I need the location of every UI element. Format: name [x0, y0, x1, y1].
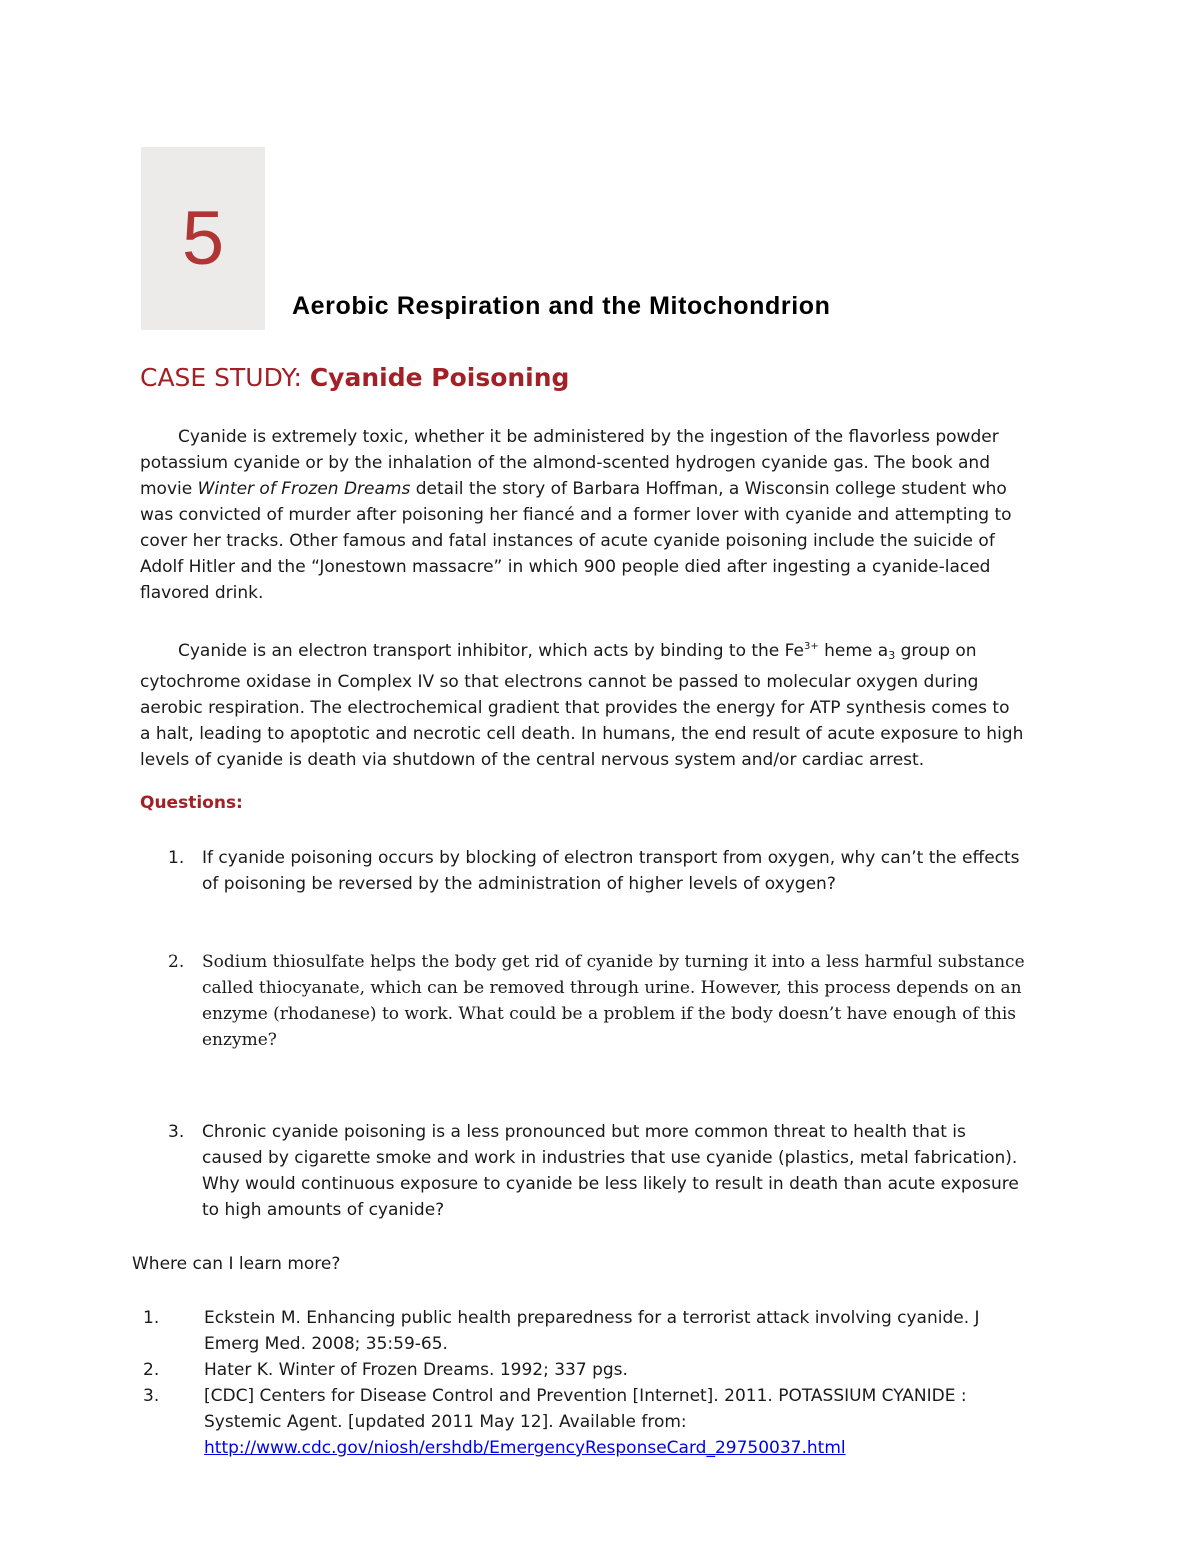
reference-text — [204, 1357, 628, 1383]
reference-text — [204, 1383, 967, 1461]
paragraph-line — [140, 476, 1055, 502]
chapter-title: Aerobic Respiration and the Mitochondrion — [292, 292, 831, 320]
learn-more-heading: Where can I learn more? — [132, 1254, 341, 1274]
paragraph-line: cytochrome oxidase in Complex IV so that electrons cannot be passed to molecular oxygen during — [140, 672, 979, 692]
reference-number: 1. — [143, 1308, 160, 1328]
question-text — [202, 949, 1025, 1053]
paragraph-line: Cyanide is extremely toxic, whether it be administered by the ingestion of the flavorless powder — [178, 427, 999, 447]
case-paragraph-2 — [140, 634, 1055, 773]
reference-line[interactable] — [204, 1435, 967, 1461]
question-number: 2. — [168, 952, 185, 972]
reference-line: Eckstein M. Enhancing public health preparedness for a terrorist attack involving cyanide. J — [204, 1308, 980, 1328]
reference-text — [204, 1305, 980, 1357]
chapter-number: 5 — [181, 196, 225, 281]
superscript: 3+ — [803, 641, 819, 652]
question-line: called thiocyanate, which can be removed through urine. However, this process depends on an — [202, 978, 1022, 998]
reference-number: 3. — [143, 1386, 160, 1406]
chapter-number-box — [141, 147, 265, 330]
question-line: If cyanide poisoning occurs by blocking of electron transport from oxygen, why can’t the effects — [202, 848, 1020, 868]
question-number: 3. — [168, 1122, 185, 1142]
question-line: caused by cigarette smoke and work in industries that use cyanide (plastics, metal fabrication). — [202, 1148, 1018, 1168]
paragraph-text: Cyanide is an electron transport inhibitor, which acts by binding to the Fe — [178, 641, 804, 661]
paragraph-line: Adolf Hitler and the “Jonestown massacre” in which 900 people died after ingesting a cyanide-laced — [140, 557, 991, 577]
cdc-reference-link[interactable]: http://www.cdc.gov/niosh/ershdb/EmergencyResponseCard_29750037.html — [204, 1438, 846, 1458]
subscript: 3 — [888, 649, 896, 662]
question-number: 1. — [168, 848, 185, 868]
question-line: Why would continuous exposure to cyanide be less likely to result in death than acute exposure — [202, 1174, 1019, 1194]
reference-line: Systemic Agent. [updated 2011 May 12]. Available from: — [204, 1412, 687, 1432]
reference-number: 2. — [143, 1360, 160, 1380]
paragraph-text: detail the story of Barbara Hoffman, a Wisconsin college student who — [410, 479, 1007, 499]
paragraph-line: aerobic respiration. The electrochemical gradient that provides the energy for ATP synthesis comes to — [140, 698, 1010, 718]
book-title: Winter of Frozen Dreams — [197, 479, 411, 499]
paragraph-line: flavored drink. — [140, 583, 264, 603]
paragraph-text: heme a — [818, 641, 889, 661]
reference-line: Emerg Med. 2008; 35:59-65. — [204, 1334, 448, 1354]
paragraph-text: movie — [140, 479, 198, 499]
paragraph-line: cover her tracks. Other famous and fatal instances of acute cyanide poisoning include the suicide of — [140, 531, 995, 551]
paragraph-text: group on — [895, 641, 977, 661]
question-line: Chronic cyanide poisoning is a less pronounced but more common threat to health that is — [202, 1122, 966, 1142]
reference-line: Hater K. Winter of Frozen Dreams. 1992; 337 pgs. — [204, 1360, 628, 1380]
paragraph-line: was convicted of murder after poisoning her fiancé and a former lover with cyanide and attempting to — [140, 505, 1012, 525]
paragraph-line: a halt, leading to apoptotic and necrotic cell death. In humans, the end result of acute exposure to high — [140, 724, 1024, 744]
question-line: Sodium thiosulfate helps the body get rid of cyanide by turning it into a less harmful substance — [202, 952, 1025, 972]
case-study-title — [140, 363, 569, 392]
question-line: enzyme? — [202, 1030, 277, 1050]
question-text — [202, 845, 1020, 897]
question-line: enzyme (rhodanese) to work. What could be a problem if the body doesn’t have enough of this — [202, 1004, 1017, 1024]
reference-line: [CDC] Centers for Disease Control and Prevention [Internet]. 2011. POTASSIUM CYANIDE : — [204, 1386, 967, 1406]
paragraph-line — [140, 634, 1055, 669]
case-paragraph-1 — [140, 424, 1055, 606]
question-text — [202, 1119, 1019, 1223]
question-line: to high amounts of cyanide? — [202, 1200, 445, 1220]
question-line: of poisoning be reversed by the administration of higher levels of oxygen? — [202, 874, 836, 894]
case-study-topic: Cyanide Poisoning — [309, 363, 570, 392]
paragraph-line: potassium cyanide or by the inhalation of the almond-scented hydrogen cyanide gas. The book and — [140, 453, 990, 473]
paragraph-line: levels of cyanide is death via shutdown of the central nervous system and/or cardiac arrest. — [140, 750, 925, 770]
questions-heading: Questions: — [140, 793, 243, 813]
case-study-label: CASE STUDY: — [140, 363, 310, 392]
